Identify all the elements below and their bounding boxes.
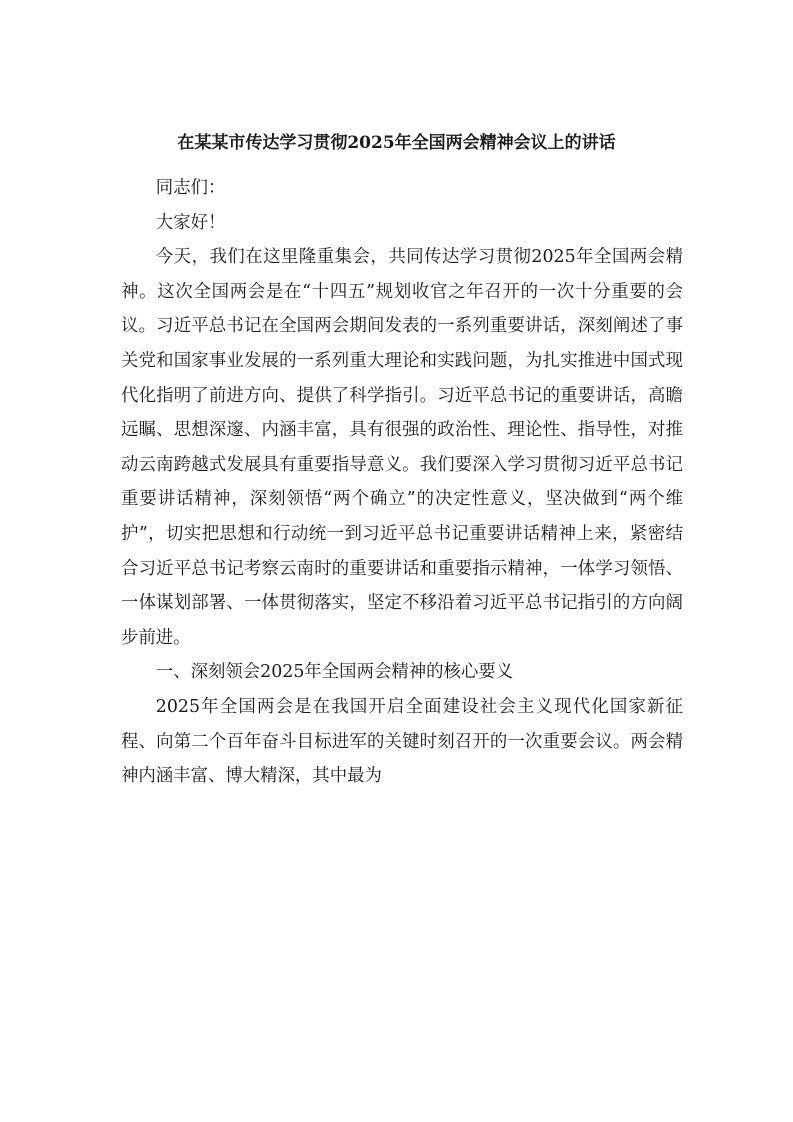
document-body: [121, 171, 683, 794]
section-heading: 一、深刻领会2025年全国两会精神的核心要义: [155, 662, 514, 683]
body-paragraph: 今天，我们在这里隆重集会，共同传达学习贯彻2025年全国两会精神。这次全国两会是在“十四五”规划收官之年召开的一次十分重要的会议。习近平总书记在全国两会期间发表的一系列重要讲话，深刻阐述了事关党和国家事业发展的一系列重大理论和实践问题，为扎实推进中国式现代化指明了前进方向、提供了科学指引。习近平总书记的重要讲话，高瞻远瞩、思想深邃、内涵丰富，具有很强的政治性、理论性、指导性，对推动云南跨越式发展具有重要指导意义。我们要深入学习贯彻习近平总书记重要讲话精神，深刻领悟“两个确立”的决定性意义，坚决做到“两个维护”，切实把思想和行动统一到习近平总书记重要讲话精神上来，紧密结合习近平总书记考察云南时的重要讲话和重要指示精神，一体学习领悟、一体谋划部署、一体贯彻落实，坚定不移沿着习近平总书记指引的方向阔步前进。: [121, 247, 683, 648]
body-paragraph: 2025年全国两会是在我国开启全面建设社会主义现代化国家新征程、向第二个百年奋斗目标进军的关键时刻召开的一次重要会议。两会精神内涵丰富、博大精深，其中最为: [121, 696, 683, 787]
document-title: 在某某市传达学习贯彻2025年全国两会精神会议上的讲话: [177, 133, 616, 153]
greeting-paragraph: 大家好！: [155, 212, 226, 233]
salutation-paragraph: 同志们：: [155, 178, 226, 198]
